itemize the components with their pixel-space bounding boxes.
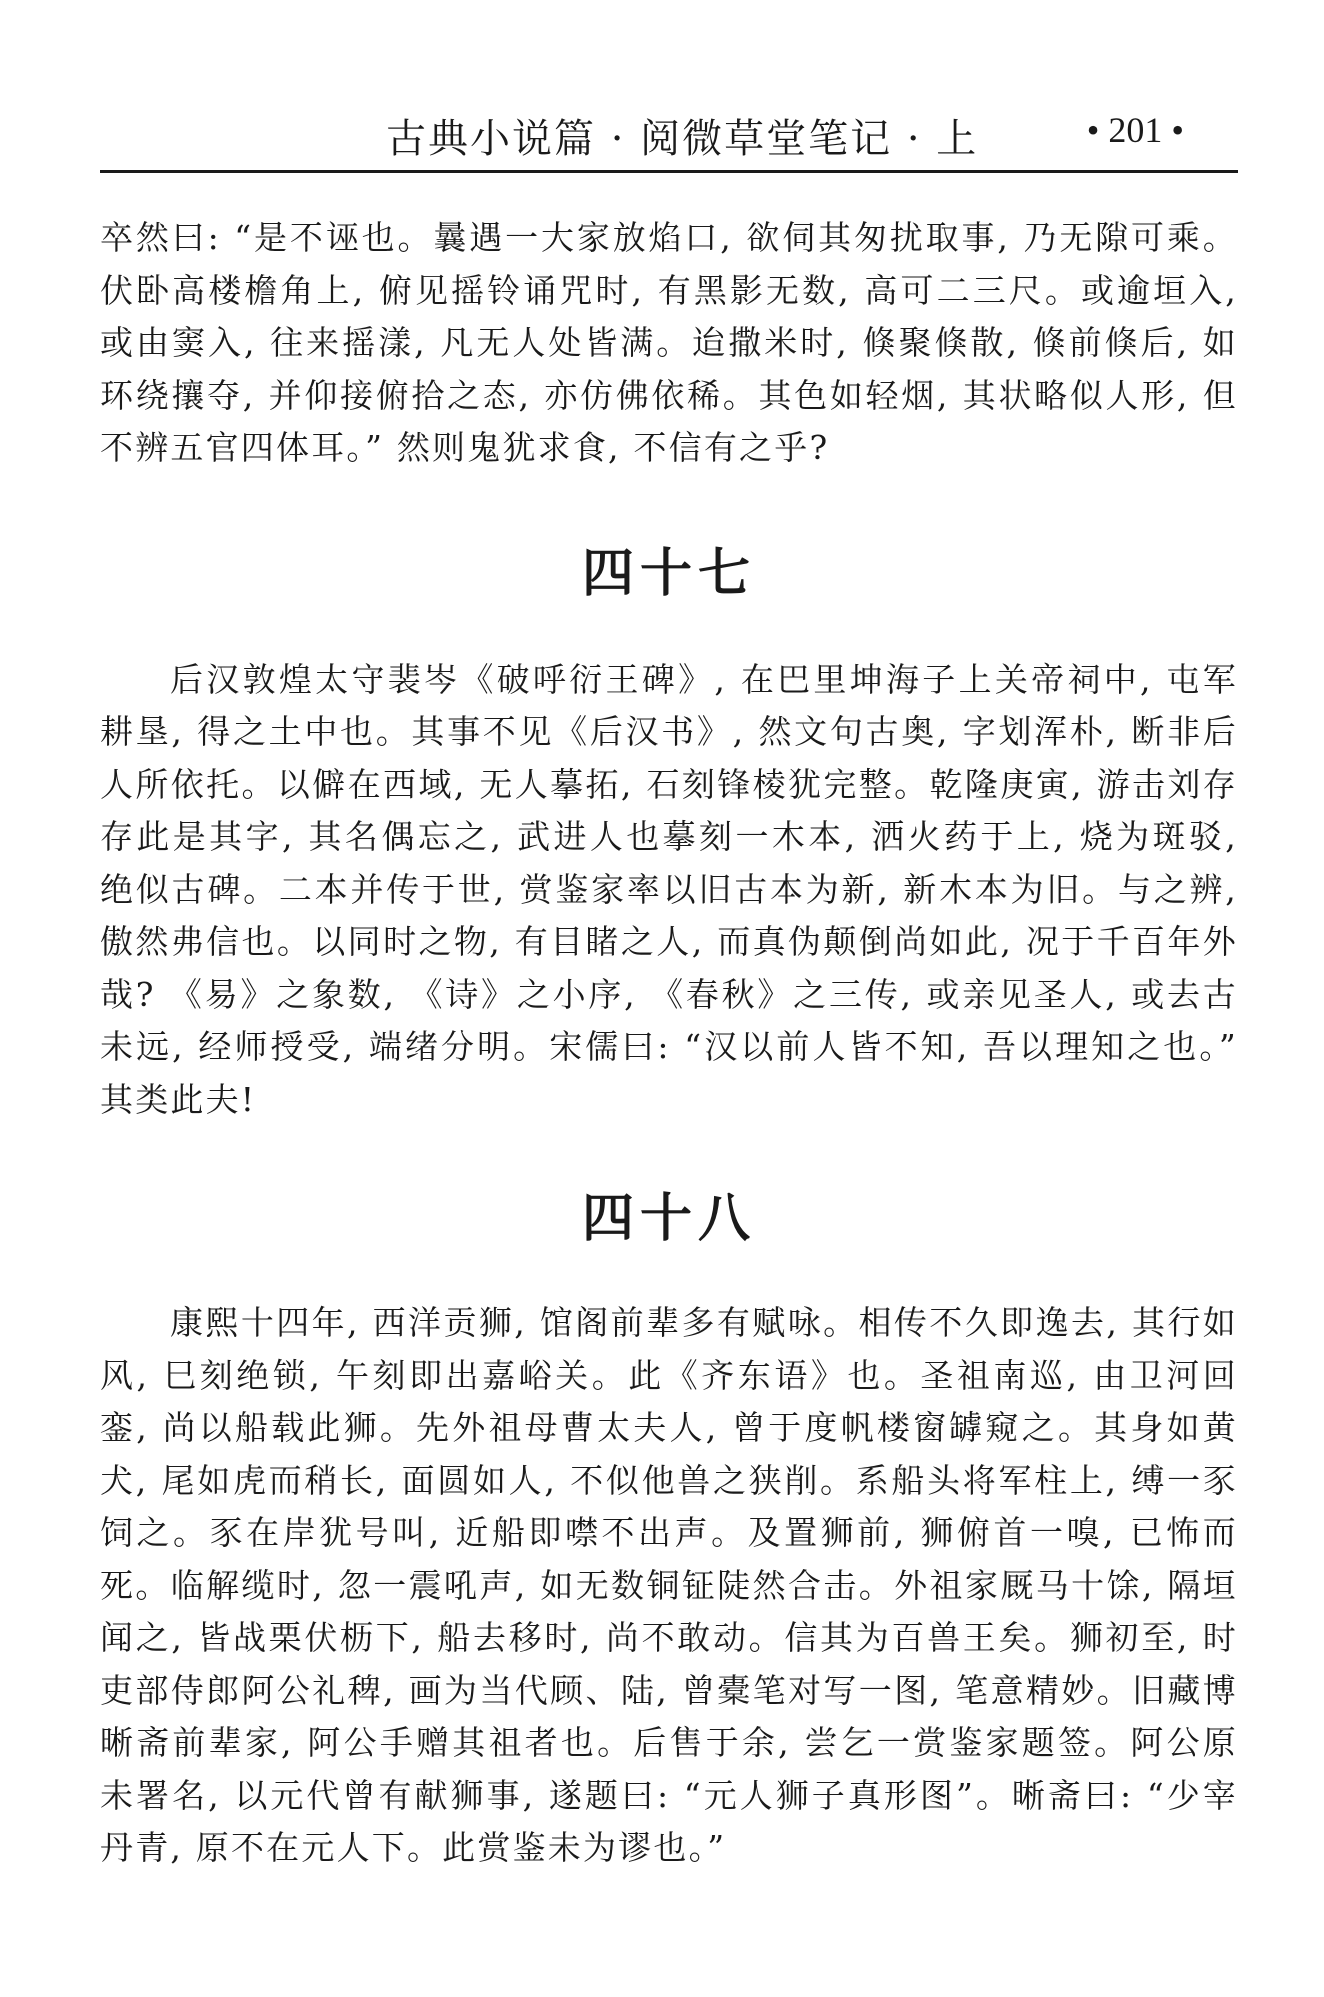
- page-number: • 201 •: [1086, 110, 1184, 150]
- page-body: [100, 212, 1238, 1875]
- section-heading-47: 四十七: [581, 543, 756, 604]
- continued-paragraph: 卒然曰: “是不诬也。曩遇一大家放焰口, 欲伺其匆扰取事, 乃无隙可乘。伏卧高楼檐角上, 俯见摇铃诵咒时, 有黑影无数, 高可二三尺。或逾垣入, 或由窦入, 往来摇漾, 凡无人处皆满。迨撒米时, 倏聚倏散, 倏前倏后, 如环绕攘夺, 并仰接俯拾之态, 亦仿佛依稀。其色如轻烟, 其状略似人形, 但不辨五官四体耳。” 然则鬼犹求食, 不信有之乎?: [100, 218, 1238, 467]
- section-48-paragraph: 康熙十四年, 西洋贡狮, 馆阁前辈多有赋咏。相传不久即逸去, 其行如风, 巳刻绝锁, 午刻即出嘉峪关。此《齐东语》也。圣祖南巡, 由卫河回銮, 尚以船载此狮。先外祖母曹太夫人, 曾于度帆楼窗罅窥之。其身如黄犬, 尾如虎而稍长, 面圆如人, 不似他兽之狭削。系船头将军柱上, 缚一豕饲之。豕在岸犹号叫, 近船即噤不出声。及置狮前, 狮俯首一嗅, 已怖而死。临解缆时, 忽一震吼声, 如无数铜钲陡然合击。外祖家厩马十馀, 隔垣闻之, 皆战栗伏枥下, 船去移时, 尚不敢动。信其为百兽王矣。狮初至, 时吏部侍郎阿公礼稗, 画为当代顾、陆, 曾橐笔对写一图, 笔意精妙。旧藏博晰斋前辈家, 阿公手赠其祖者也。后售于余, 尝乞一赏鉴家题签。阿公原未署名, 以元代曾有献狮事, 遂题曰: “元人狮子真形图”。晰斋曰: “少宰丹青, 原不在元人下。此赏鉴未为谬也。”: [100, 1303, 1238, 1867]
- header-title: 古典小说篇 · 阅微草堂笔记 · 上: [386, 116, 979, 162]
- section-47-paragraph: 后汉敦煌太守裴岑《破呼衍王碑》, 在巴里坤海子上关帝祠中, 屯军耕垦, 得之土中也。其事不见《后汉书》, 然文句古奥, 字划浑朴, 断非后人所依托。以僻在西域, 无人摹拓, 石刻锋棱犹完整。乾隆庚寅, 游击刘存存此是其字, 其名偶忘之, 武进人也摹刻一木本, 洒火药于上, 烧为斑驳, 绝似古碑。二本并传于世, 赏鉴家率以旧古本为新, 新木本为旧。与之辨, 傲然弗信也。以同时之物, 有目睹之人, 而真伪颠倒尚如此, 况于千百年外哉? 《易》之象数, 《诗》之小序, 《春秋》之三传, 或亲见圣人, 或去古未远, 经师授受, 端绪分明。宋儒曰: “汉以前人皆不知, 吾以理知之也。” 其类此夫!: [100, 659, 1238, 1119]
- running-header: [100, 105, 1238, 173]
- section-heading-48: 四十八: [581, 1189, 756, 1249]
